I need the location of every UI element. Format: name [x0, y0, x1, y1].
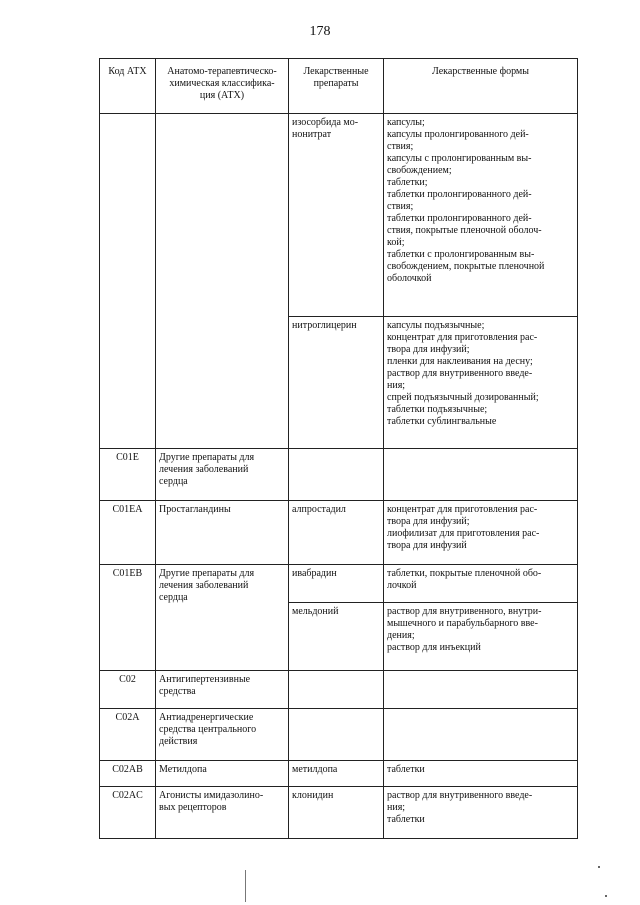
row-classification: Антиадренергические средства центрального действия — [156, 709, 289, 761]
row-drug — [289, 449, 384, 501]
scan-artifact-line — [245, 870, 246, 902]
row-code: C02 — [100, 671, 156, 709]
row-forms: капсулы; капсулы пролонгированного дей- ствия; капсулы с пролонгированным вы- свобождением; таблетки; таблетки пролонгированного дей- ствия; таблетки пролонгированного дей- ствия, покрытые пленочной оболоч- кой; таблетки с пролонгированным вы- свобождением, покрытые пленочной оболочкой — [384, 114, 578, 317]
row-classification: Антигипертензивные средства — [156, 671, 289, 709]
row-classification: Простагландины — [156, 501, 289, 565]
row-drug: метилдопа — [289, 761, 384, 787]
row-code: C01EB — [100, 565, 156, 671]
header-code: Код АТХ — [100, 59, 156, 114]
row-forms — [384, 449, 578, 501]
header-drugs: Лекарственные препараты — [289, 59, 384, 114]
header-forms: Лекарственные формы — [384, 59, 578, 114]
row-forms: раствор для внутривенного введе- ния; таблетки — [384, 787, 578, 839]
row-forms — [384, 709, 578, 761]
table-row — [100, 761, 578, 787]
row-classification: Другие препараты для лечения заболеваний сердца — [156, 449, 289, 501]
row-forms: капсулы подъязычные; концентрат для приготовления рас- твора для инфузий; пленки для наклеивания на десну; раствор для внутривенного введе- ния; спрей подъязычный дозированный; таблетки подъязычные; таблетки сублингвальные — [384, 317, 578, 449]
table-header-row — [100, 59, 578, 114]
row-classification — [156, 114, 289, 449]
row-drug: алпростадил — [289, 501, 384, 565]
row-forms — [384, 671, 578, 709]
table-row — [100, 671, 578, 709]
row-code: C01E — [100, 449, 156, 501]
row-classification: Другие препараты для лечения заболеваний сердца — [156, 565, 289, 671]
row-code: C01EA — [100, 501, 156, 565]
scan-artifact-dot — [598, 866, 600, 868]
row-classification: Метилдопа — [156, 761, 289, 787]
page-number: 178 — [309, 24, 331, 39]
row-classification: Агонисты имидазолино- вых рецепторов — [156, 787, 289, 839]
row-drug — [289, 709, 384, 761]
table-row — [100, 709, 578, 761]
row-drug: мельдоний — [289, 603, 384, 671]
row-code: C02AB — [100, 761, 156, 787]
table-row — [100, 449, 578, 501]
table-row — [100, 501, 578, 565]
row-drug: ивабрадин — [289, 565, 384, 603]
header-classification: Анатомо-терапевтическо- химическая классифика- ция (АТХ) — [156, 59, 289, 114]
row-forms: таблетки, покрытые пленочной обо- лочкой — [384, 565, 578, 603]
atc-drug-table — [99, 58, 578, 839]
row-forms: концентрат для приготовления рас- твора для инфузий; лиофилизат для приготовления рас- твора для инфузий — [384, 501, 578, 565]
scan-artifact-dot — [605, 895, 607, 897]
table-row — [100, 114, 578, 317]
row-drug: нитроглицерин — [289, 317, 384, 449]
row-forms: раствор для внутривенного, внутри- мышечного и парабульбарного вве- дения; раствор для инъекций — [384, 603, 578, 671]
row-code — [100, 114, 156, 449]
row-drug — [289, 671, 384, 709]
table-row — [100, 787, 578, 839]
row-code: C02A — [100, 709, 156, 761]
row-drug: клонидин — [289, 787, 384, 839]
table-row — [100, 565, 578, 603]
row-drug: изосорбида мо- нонитрат — [289, 114, 384, 317]
row-code: C02AC — [100, 787, 156, 839]
row-forms: таблетки — [384, 761, 578, 787]
